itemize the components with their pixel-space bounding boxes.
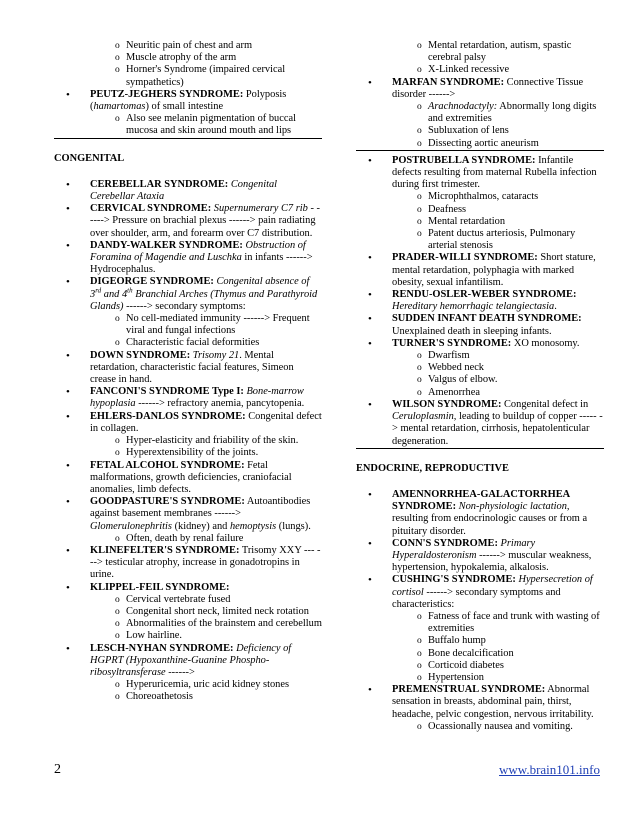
bullet-icon: • [66, 410, 70, 423]
entry-wilson: • WILSON SYNDROME: Congenital defect in Ceruloplasmin, leading to buildup of copper ----- -> mental retardation, cirrhosis, hepatolenticular degeneration. [356, 399, 604, 449]
sub-bullet-icon: o [417, 375, 422, 386]
sub-bullet-icon: o [115, 436, 120, 447]
entry-marfan: • MARFAN SYNDROME: Connective Tissue disorder ------> [368, 76, 584, 100]
sub-item: o Also see melanin pigmentation of buccal mucosa and skin around mouth and lips [54, 113, 322, 138]
sub-item: o Horner's Syndrome (impaired cervical sympathetics) [115, 64, 286, 88]
sub-bullet-icon: o [417, 41, 422, 51]
bullet-icon: • [368, 537, 372, 550]
sub-item: o Congenital short neck, limited neck rotation [115, 605, 309, 617]
entry-digeorge: • DIGEORGE SYNDROME: Congenital absence of 3rd and 4th Branchial Arches (Thymus and Parathyroid Glands) ------> secondary symptoms: [66, 276, 318, 312]
entry-ehlers-danlos: • EHLERS-DANLOS SYNDROME: Congenital defect in collagen. [66, 410, 322, 434]
entry-sudden-infant-death: • SUDDEN INFANT DEATH SYNDROME: Unexplained death in sleeping infants. [368, 313, 582, 337]
bullet-icon: • [368, 684, 372, 697]
sub-bullet-icon: o [417, 216, 422, 227]
sub-item: o Abnormalities of the brainstem and cerebellum [115, 618, 322, 630]
footer-website-link[interactable]: www.brain101.info [499, 762, 600, 777]
sub-item: o Muscle atrophy of the arm [115, 52, 237, 64]
bullet-icon: • [368, 154, 372, 167]
sub-bullet-icon: o [115, 594, 120, 605]
sub-bullet-icon: o [115, 53, 120, 64]
sub-bullet-icon: o [417, 204, 422, 215]
sub-bullet-icon: o [115, 631, 120, 642]
bullet-icon: • [66, 496, 70, 509]
sub-bullet-icon: o [115, 338, 120, 349]
sub-item: o Corticoid diabetes [417, 659, 504, 671]
sub-item: o Dwarfism [417, 350, 470, 362]
sub-item: o Often, death by renal failure [115, 532, 244, 544]
sub-bullet-icon: o [417, 65, 422, 76]
sub-item: o Microphthalmos, cataracts [417, 191, 539, 203]
bullet-icon: • [368, 76, 372, 89]
sub-bullet-icon: o [417, 721, 422, 732]
bullet-icon: • [66, 203, 70, 216]
entry-cushing: • CUSHING'S SYNDROME: Hypersecretion of cortisol ------> secondary symptoms and characteristics: [368, 574, 593, 610]
sub-bullet-icon: o [417, 636, 422, 647]
sub-item: o No cell-mediated immunity ------> Frequent viral and fungal infections [115, 313, 310, 337]
bullet-icon: • [368, 252, 372, 265]
sub-item: o Hypertension [417, 671, 484, 683]
sub-bullet-icon: o [417, 648, 422, 659]
sub-bullet-icon: o [417, 138, 422, 149]
sub-item: o Valgus of elbow. [417, 374, 498, 386]
bullet-icon: • [66, 642, 70, 655]
entry-peutz-jeghers: • PEUTZ-JEGHERS SYNDROME: Polyposis (hamartomas) of small intestine [66, 88, 287, 113]
entry-fanconi: • FANCONI'S SYNDROME Type I: Bone-marrow hypoplasia ------> refractory anemia, pancytopenia. [66, 386, 305, 410]
sub-item: o Arachnodactyly: Abnormally long digits and extremities [417, 101, 597, 125]
sub-bullet-icon: o [417, 660, 422, 671]
entry-down: • DOWN SYNDROME: Trisomy 21. Mental retardation, characteristic facial features, Simeon crease in hand. [66, 349, 294, 386]
entry-fetal-alcohol: • FETAL ALCOHOL SYNDROME: Fetal malformations, growth deficiencies, craniofacial anomalies, limb defects. [66, 459, 292, 495]
bullet-icon: • [368, 337, 372, 350]
bullet-icon: • [66, 581, 70, 594]
section-heading-congenital: CONGENITAL [54, 152, 125, 164]
sub-item: o Choreoathetosis [115, 691, 193, 703]
entry-amenorrhea-galactorrhea: • AMENNORRHEA-GALACTORRHEA SYNDROME: Non-physiologic lactation, resulting from endocrinologic causes or from a pituitary disorder. [368, 488, 588, 537]
sub-item: o Cervical vertebrate fused [115, 593, 231, 605]
sub-bullet-icon: o [417, 672, 422, 683]
entry-prader-willi: • PRADER-WILLI SYNDROME: Short stature, mental retardation, polyphagia with marked obesity, sexual infantilism. [368, 252, 596, 288]
right-column [356, 40, 604, 733]
section-heading-endocrine: ENDOCRINE, REPRODUCTIVE [356, 462, 509, 474]
sub-item: o Mental retardation, autism, spastic cerebral palsy [417, 40, 572, 64]
sub-bullet-icon: o [115, 65, 120, 76]
entry-turner: • TURNER'S SYNDROME: XO monosomy. [368, 337, 580, 350]
left-column [54, 40, 322, 704]
sub-bullet-icon: o [115, 619, 120, 630]
sub-bullet-icon: o [417, 387, 422, 398]
sub-item: o Fatness of face and trunk with wasting of extremities [417, 610, 600, 635]
sub-bullet-icon: o [115, 41, 120, 51]
sub-bullet-icon: o [417, 229, 422, 240]
sub-item: o Patent ductus arteriosis, Pulmonary arterial stenosis [417, 228, 576, 252]
sub-item: o Subluxation of lens [417, 125, 509, 137]
sub-bullet-icon: o [417, 611, 422, 622]
bullet-icon: • [66, 459, 70, 472]
sub-item: o Webbed neck [417, 362, 484, 374]
sub-bullet-icon: o [417, 102, 422, 113]
entry-rendu-osler-weber: • RENDU-OSLER-WEBER SYNDROME: Hereditary hemorrhagic telangiectasia. [368, 289, 577, 313]
sub-item: o X-Linked recessive [417, 64, 510, 76]
entry-klinefelter: • KLINEFELTER'S SYNDROME: Trisomy XXY --- ---> testicular atrophy, increase in gonadotropins in urine. [66, 544, 321, 581]
sub-bullet-icon: o [115, 114, 120, 125]
sub-bullet-icon: o [417, 363, 422, 374]
entry-cerebellar: • CEREBELLAR SYNDROME: Congenital Cerebellar Ataxia [66, 178, 278, 203]
bullet-icon: • [66, 178, 70, 191]
bullet-icon: • [66, 88, 70, 101]
bullet-icon: • [368, 313, 372, 326]
sub-bullet-icon: o [115, 448, 120, 459]
sub-item: o Ocassionally nausea and vomiting. [417, 720, 573, 732]
sub-bullet-icon: o [417, 351, 422, 362]
entry-goodpasture: • GOODPASTURE'S SYNDROME: Autoantibodies against basement membranes ------> Glomerulonephritis (kidney) and hemoptysis (lungs). [66, 496, 311, 532]
sub-item: o Characteristic facial deformities [115, 337, 260, 349]
sub-bullet-icon: o [417, 126, 422, 137]
page-number: 2 [54, 762, 61, 777]
sub-item: o Buffalo hump [417, 635, 486, 647]
sub-item: o Deafness [417, 203, 467, 215]
sub-item: o Bone decalcification [417, 647, 514, 659]
bullet-icon: • [66, 276, 70, 289]
sub-item: o Dissecting aortic aneurism [356, 138, 604, 151]
entry-premenstrual: • PREMENSTRUAL SYNDROME: Abnormal sensation in breasts, abdominal pain, thirst, headache, pelvic congestion, nervous irritability. [368, 684, 594, 720]
entry-lesch-nyhan: • LESCH-NYHAN SYNDROME: Deficiency of HGPRT (Hypoxanthine-Guanine Phospho-ribosyltransferase ------> [66, 642, 292, 678]
entry-klippel-feil: • KLIPPEL-FEIL SYNDROME: [66, 581, 230, 594]
bullet-icon: • [66, 349, 70, 362]
entry-cervical: • CERVICAL SYNDROME: Supernumerary C7 rib - -----> Pressure on brachial plexus ------> pain radiating over shoulder, arm, and forearm over C7 distribution. [66, 203, 320, 239]
sub-item: o Hyperuricemia, uric acid kidney stones [115, 679, 290, 691]
bullet-icon: • [368, 574, 372, 587]
bullet-icon: • [66, 386, 70, 399]
bullet-icon: • [368, 488, 372, 501]
bullet-icon: • [66, 239, 70, 252]
sub-bullet-icon: o [417, 192, 422, 203]
sub-bullet-icon: o [115, 692, 120, 703]
sub-bullet-icon: o [115, 680, 120, 691]
sub-item: o Mental retardation [417, 215, 506, 227]
sub-item: o Amenorrhea [417, 386, 480, 398]
sub-item: o Neuritic pain of chest and arm [115, 40, 253, 51]
sub-item: o Low hairline. [115, 630, 182, 642]
sub-bullet-icon: o [115, 606, 120, 617]
sub-item: o Hyperextensibility of the joints. [115, 447, 259, 459]
bullet-icon: • [66, 544, 70, 557]
bullet-icon: • [368, 398, 372, 411]
sub-bullet-icon: o [115, 533, 120, 544]
bullet-icon: • [368, 289, 372, 302]
sub-item: o Hyper-elasticity and friability of the skin. [115, 435, 299, 447]
entry-postrubella: • POSTRUBELLA SYNDROME: Infantile defects resulting from maternal Rubella infection during first trimester. [368, 154, 597, 191]
entry-conn: • CONN'S SYNDROME: Primary Hyperaldosteronism ------> muscular weakness, hypertension, hypokalemia, alkalosis. [368, 537, 592, 574]
sub-bullet-icon: o [115, 314, 120, 325]
entry-dandy-walker: • DANDY-WALKER SYNDROME: Obstruction of Foramina of Magendie and Luschka in infants ------> Hydrocephalus. [66, 239, 313, 276]
